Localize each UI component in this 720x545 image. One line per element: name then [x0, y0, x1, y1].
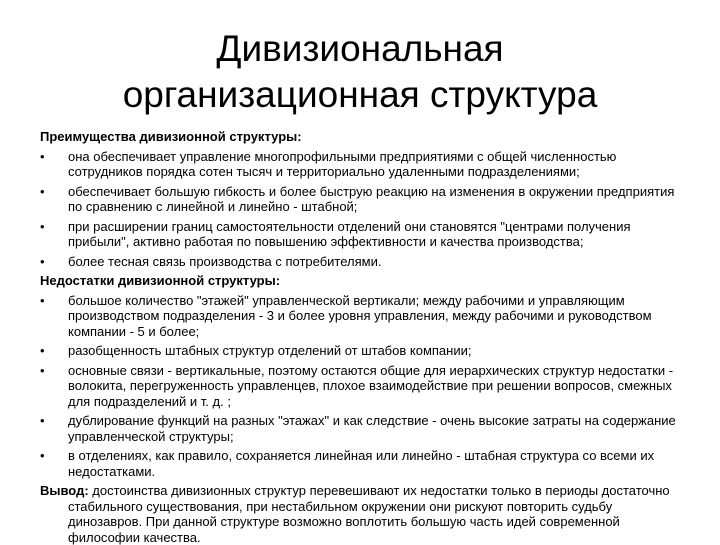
bullet-icon: •	[40, 362, 45, 378]
slide-content	[40, 129, 680, 545]
list-item-text: она обеспечивает управление многопрофильными предприятиями с общей численностью сотрудников порядка сотен тысяч и территориально удаленными подразделениями;	[68, 148, 617, 179]
list-item-text: при расширении границ самостоятельности отделений они становятся "центрами получения прибыли", активно работая по повышению эффективности и качества производства;	[68, 218, 631, 249]
bullet-icon: •	[40, 218, 45, 234]
list-item-text: основные связи - вертикальные, поэтому остаются общие для иерархических структур недостатки - волокита, перегруженность управленцев, плохое взаимодействие при решении вопросов, смежных для подразделений и т. д. ;	[68, 362, 674, 409]
bullet-icon: •	[40, 448, 45, 463]
list-item	[40, 363, 680, 410]
bullet-icon: •	[40, 148, 45, 164]
advantages-list	[40, 149, 680, 270]
list-item	[40, 413, 680, 444]
slide-title-line-2: организационная структура	[122, 74, 598, 115]
list-item	[40, 184, 680, 215]
bullet-icon: •	[40, 413, 45, 428]
list-item-text: большое количество "этажей" управленческой вертикали; между рабочими и управляющим производством подразделения - 3 и более уровня управления, между рабочими и руководством компании - 5 и более;	[68, 292, 652, 339]
list-item	[40, 219, 680, 250]
conclusion-lead: Вывод:	[40, 483, 89, 498]
slide-title-line-1: Дивизиональная	[216, 28, 504, 69]
list-item	[40, 149, 680, 180]
disadvantages-heading: Недостатки дивизионной структуры:	[40, 273, 281, 288]
bullet-icon: •	[40, 253, 45, 269]
list-item	[40, 448, 680, 479]
list-item-text: обеспечивает большую гибкость и более быструю реакцию на изменения в окружении предприятия по сравнению с линейной и линейно - штабной;	[68, 183, 675, 214]
conclusion-paragraph	[40, 483, 680, 545]
disadvantages-list	[40, 293, 680, 480]
bullet-icon: •	[40, 292, 45, 308]
conclusion-text: достоинства дивизионных структур перевешивают их недостатки только в периоды достаточно стабильного существования, при нестабильном окружении они рискуют повторить судьбу динозавров. При данной структуре возможно воплотить большую часть идей современной философии качества.	[68, 483, 670, 545]
list-item-text: дублирование функций на разных "этажах" и как следствие - очень высокие затраты на содержание управленческой структуры;	[68, 413, 676, 444]
list-item-text: более тесная связь производства с потребителями.	[68, 253, 382, 269]
list-item-text: разобщенность штабных структур отделений от штабов компании;	[68, 343, 472, 358]
list-item-text: в отделениях, как правило, сохраняется линейная или линейно - штабная структура со всеми их недостатками.	[68, 448, 655, 479]
list-item	[40, 254, 680, 270]
bullet-icon: •	[40, 183, 45, 199]
slide-title	[0, 26, 720, 118]
bullet-icon: •	[40, 343, 45, 358]
advantages-heading: Преимущества дивизионной структуры:	[40, 129, 302, 144]
list-item	[40, 293, 680, 340]
list-item	[40, 343, 680, 359]
